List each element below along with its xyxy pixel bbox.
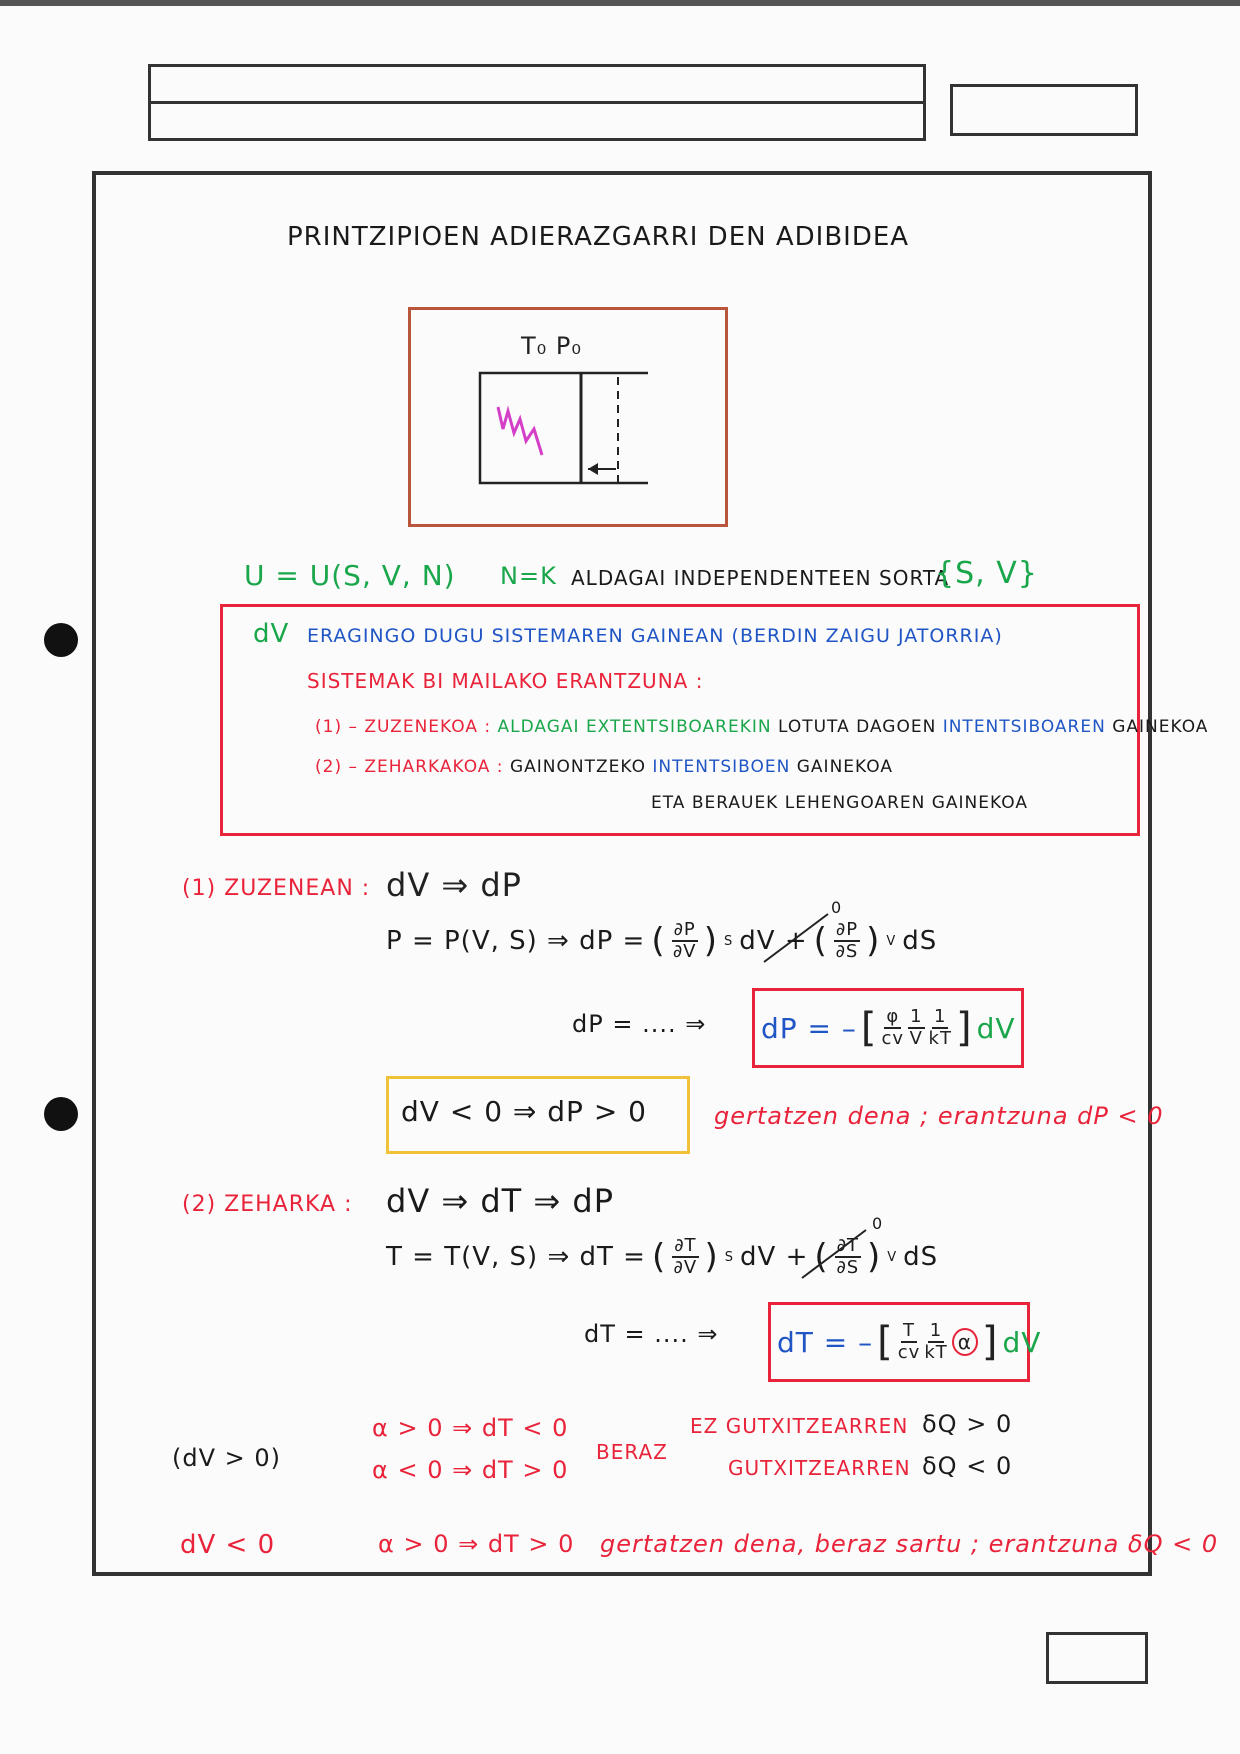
- binder-hole-top: [44, 623, 78, 657]
- intro-item1: [315, 717, 1208, 737]
- item2-black2: GAINEKOA: [796, 757, 893, 777]
- section1-head: [386, 866, 522, 904]
- final-dv-neg: dV < 0: [180, 1530, 276, 1560]
- final-relation: α > 0 ⇒ dT > 0: [378, 1530, 575, 1558]
- cond-row2: α < 0 ⇒ dT > 0: [372, 1456, 569, 1484]
- s2-box-lhs: dT = –: [777, 1325, 874, 1359]
- cond-row1-right: EZ GUTXITZEARREN: [690, 1414, 909, 1438]
- cond-dv-pos: (dV > 0): [172, 1444, 282, 1472]
- s2-eq1-dv: dV +: [740, 1242, 809, 1272]
- s1-box-f1: $\frac{\varphi}{cv}$: [881, 1006, 905, 1049]
- intro-item2: [315, 757, 893, 777]
- cond-row2-right: GUTXITZEARREN: [728, 1456, 911, 1480]
- section2-eq1: T = T(V, S) ⇒ dT = ( $\frac{\partial T}{\partial V}$ ) S dV + ( $\frac{\partial T}{\partial S}$ ) V dS 0: [386, 1236, 938, 1278]
- header-box-top: [148, 64, 926, 104]
- s1-box-f3: $\frac{1}{kT}$: [928, 1006, 952, 1049]
- s2-eq1-frac1: $\frac{\partial T}{\partial V}$: [673, 1235, 698, 1278]
- cylinder-walls: [480, 373, 648, 483]
- page-title: PRINTZIPIOEN ADIERAZGARRI DEN ADIBIDEA: [287, 222, 910, 252]
- s1-box-f2: $\frac{1}{V}$: [909, 1006, 923, 1049]
- independent-variables-set: {S, V}: [935, 556, 1038, 591]
- page-number-box: [1046, 1632, 1148, 1684]
- intro-item2-line2: ETA BERAUEK LEHENGOAREN GAINEKOA: [651, 793, 1028, 813]
- s1-eq1-dv: dV +: [739, 926, 808, 956]
- s1-eq1-lhs: P = P(V, S) ⇒ dP =: [386, 926, 646, 956]
- section2-eq2-lhs: dT = .... ⇒: [584, 1320, 719, 1348]
- section2-label: (2) ZEHARKA :: [182, 1192, 353, 1217]
- s2-box-alpha: α: [952, 1328, 978, 1356]
- item1-label: (1) – ZUZENEKOA :: [315, 717, 492, 737]
- s1-eq1-zero: 0: [831, 898, 843, 917]
- independent-variables-label: ALDAGAI INDEPENDENTEEN SORTA: [571, 566, 950, 590]
- item1-green: ALDAGAI EXTENTSIBOAREKIN: [497, 717, 772, 737]
- cond-row2-dq: δQ < 0: [922, 1452, 1013, 1480]
- section1-eq2-lhs: dP = .... ⇒: [572, 1010, 707, 1038]
- piston-arrow-head: [588, 463, 598, 475]
- s1-box-lhs: dP = –: [761, 1011, 857, 1045]
- s1-box-rhs: dV: [976, 1011, 1016, 1045]
- s2-box-f1: $\frac{T}{cv}$: [897, 1320, 921, 1363]
- state-function: U = U(S, V, N): [244, 559, 456, 592]
- binder-hole-bottom: [44, 1097, 78, 1131]
- s1-eq1-frac2: $\frac{\partial P}{\partial S}$: [835, 919, 859, 962]
- item2-black1: GAINONTZEKO: [509, 757, 646, 777]
- intro-box: [220, 604, 1209, 836]
- piston-diagram: [408, 307, 728, 527]
- diagram-label: T₀ P₀: [521, 332, 583, 360]
- s2-box-rhs: dV: [1002, 1325, 1042, 1359]
- section1-result-box: dP = – [ $\frac{\varphi}{cv}$ $\frac{1}{V}$ $\frac{1}{kT}$ ] dV: [752, 988, 1024, 1068]
- s1-eq1-ds: dS: [902, 926, 938, 956]
- item1-blue: INTENTSIBOAREN: [942, 717, 1106, 737]
- intro-line1: ERAGINGO DUGU SISTEMAREN GAINEAN (BERDIN ZAIGU JATORRIA): [307, 625, 1003, 647]
- n-constant: N=K: [500, 562, 557, 590]
- section1-head-text: dV ⇒ dP: [386, 866, 522, 904]
- s2-eq1-frac2: $\frac{\partial T}{\partial S}$: [836, 1235, 860, 1278]
- s2-eq1-zero: 0: [872, 1214, 884, 1233]
- cond-beraz: BERAZ: [596, 1440, 668, 1464]
- section1-eq1: P = P(V, S) ⇒ dP = ( $\frac{\partial P}{\partial V}$ ) S dV + ( $\frac{\partial P}{\partial S}$ ) V dS 0: [386, 920, 937, 962]
- s1-eq1-frac1: $\frac{\partial P}{\partial V}$: [672, 919, 697, 962]
- header-box-bottom: [148, 101, 926, 141]
- page-top-edge: [0, 0, 1240, 6]
- item1-black1: LOTUTA DAGOEN: [777, 717, 937, 737]
- intro-line2: SISTEMAK BI MAILAKO ERANTZUNA :: [307, 669, 704, 693]
- intro-dv: dV: [253, 619, 290, 649]
- s2-box-f2: $\frac{1}{kT}$: [924, 1320, 948, 1363]
- section1-label: (1) ZUZENEAN :: [182, 876, 371, 901]
- cond-row1-dq: δQ > 0: [922, 1410, 1013, 1438]
- item1-black2: GAINEKOA: [1112, 717, 1209, 737]
- section2-head: dV ⇒ dT ⇒ dP: [386, 1182, 614, 1220]
- s1-cancel-stroke: [758, 906, 838, 966]
- cylinder-drawing: [408, 307, 728, 527]
- item2-blue: INTENTSIBOEN: [652, 757, 791, 777]
- section2-result-box: dT = – [ $\frac{T}{cv}$ $\frac{1}{kT}$ α ] dV: [768, 1302, 1030, 1382]
- s2-eq1-ds: dS: [903, 1242, 939, 1272]
- cond-row1: α > 0 ⇒ dT < 0: [372, 1414, 569, 1442]
- section1-yellow-box: dV < 0 ⇒ dP > 0: [386, 1076, 690, 1154]
- item2-label: (2) – ZEHARKAKOA :: [315, 757, 504, 777]
- section1-note: gertatzen dena ; erantzuna dP < 0: [714, 1102, 1164, 1130]
- s2-eq1-lhs: T = T(V, S) ⇒ dT =: [386, 1242, 646, 1272]
- gas-squiggle: [498, 407, 542, 455]
- header-box-right: [950, 84, 1138, 136]
- final-note: gertatzen dena, beraz sartu ; erantzuna δQ < 0: [600, 1530, 1219, 1558]
- s2-cancel-stroke: [796, 1222, 876, 1282]
